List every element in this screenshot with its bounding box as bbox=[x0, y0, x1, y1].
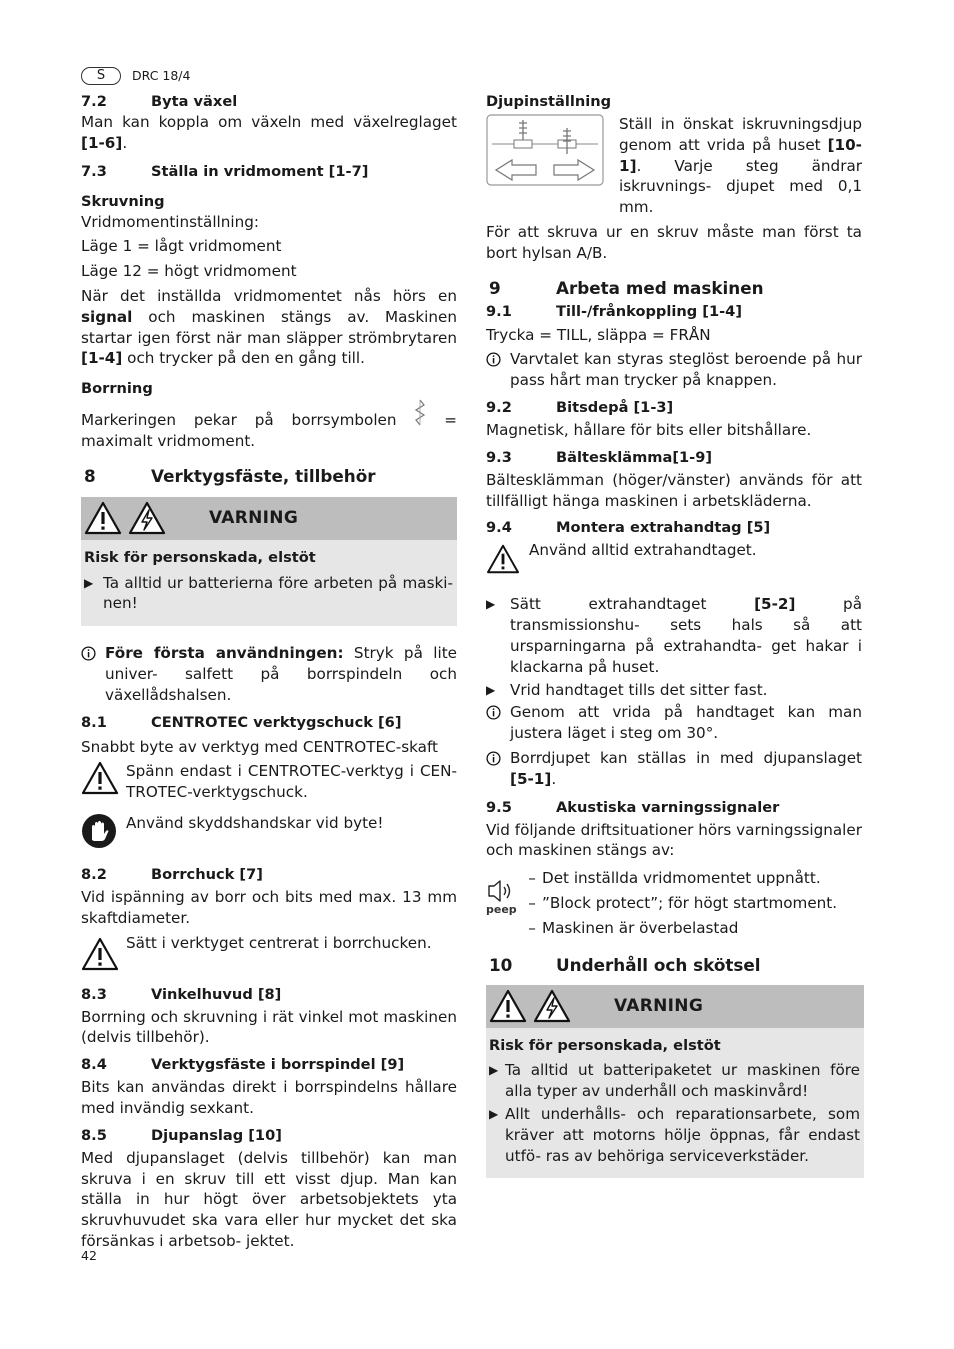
signal-item: – Det inställda vridmomentet uppnått. bbox=[528, 869, 821, 888]
warning-subtitle: Risk för personskada, elstöt bbox=[84, 548, 316, 566]
text-8-1: Snabbt byte av verktyg med CENTROTEC-skaft bbox=[81, 737, 438, 756]
caution-borrchuck: Sätt i verktyget centrerat i borrchucken. bbox=[81, 933, 457, 971]
peep-label: peep bbox=[486, 903, 517, 917]
text-8-4: Bits kan användas direkt i borrspindelns hållare med invändig sexkant. bbox=[81, 1078, 457, 1117]
heading-8: 8 Verktygsfäste, tillbehör bbox=[84, 465, 376, 486]
signal-item: – Maskinen är överbelastad bbox=[528, 918, 739, 937]
left-column bbox=[81, 92, 457, 1252]
model-name: DRC 18/4 bbox=[132, 68, 191, 83]
caution-triangle-icon bbox=[486, 540, 531, 592]
caution-triangle-icon bbox=[81, 933, 126, 971]
heading-10: 10 Underhåll och skötsel bbox=[489, 954, 761, 975]
warning-item: ▶ Ta alltid ur batterierna före arbeten på maski- nen! bbox=[84, 573, 453, 613]
heading-9-3: 9.3 Bältesklämma[1-9] bbox=[486, 448, 713, 466]
warning-item: ▶ Allt underhålls- och reparationsarbete, som kräver att motorns hölje öppnas, får endast utfö- ras av behöriga serviceverkstäder. bbox=[489, 1104, 860, 1165]
heading-8-5: 8.5 Djupanslag [10] bbox=[81, 1126, 282, 1144]
text-8-5: Med djupanslaget (delvis tillbehör) kan man skruva i en skruv till ett visst djup. Man kan ställa in hur högt över arbetsobjektets yta skruvhuvudet ska vara eller hur mycket det ska försänkas i arbetsob- jektet. bbox=[81, 1148, 457, 1250]
electric-shock-icon bbox=[533, 989, 571, 1023]
text-position-1: Läge 1 = lågt vridmoment bbox=[81, 237, 282, 256]
subheading-borrning: Borrning bbox=[81, 380, 153, 398]
warning-triangle-icon bbox=[84, 501, 122, 535]
warning-triangle-icon bbox=[489, 989, 527, 1023]
text-9-1: Trycka = TILL, släppa = FRÅN bbox=[486, 325, 711, 344]
page-header bbox=[81, 66, 190, 87]
speaker-icon bbox=[486, 878, 522, 938]
heading-8-4: 8.4 Verktygsfäste i borrspindel [9] bbox=[81, 1056, 405, 1074]
acoustic-signals bbox=[486, 869, 862, 938]
warning-item: ▶ Ta alltid ut batteripaketet ur maskinen före alla typer av underhåll och maskinvård! bbox=[489, 1061, 860, 1101]
warning-subtitle: Risk för personskada, elstöt bbox=[489, 1036, 721, 1054]
depth-setting-row bbox=[486, 114, 862, 218]
subheading-djupinstallning: Djupinställning bbox=[486, 93, 612, 110]
gloves-note: Använd skyddshandskar vid byte! bbox=[81, 813, 457, 849]
text-9-2: Magnetisk, hållare för bits eller bitshållare. bbox=[486, 420, 812, 439]
text-9-3: Bältesklämman (höger/vänster) används för att tillfälligt hänga maskinen i arbetskläderna. bbox=[486, 470, 862, 510]
step-attach-handle: ▶ Sätt extrahandtaget [5-2] på transmissionshu- sets hals så att ursparningarna på extrahandta- get hakar i klackarna på huset. bbox=[486, 595, 862, 676]
text-8-2: Vid ispänning av borr och bits med max. 13 mm skaftdiameter. bbox=[81, 887, 457, 927]
warning-title: VARNING bbox=[614, 995, 704, 1016]
heading-8-3: 8.3 Vinkelhuvud [8] bbox=[81, 985, 282, 1003]
info-icon bbox=[486, 748, 510, 790]
heading-8-2: 8.2 Borrchuck [7] bbox=[81, 865, 263, 883]
heading-9: 9 Arbeta med maskinen bbox=[489, 277, 764, 298]
text-signal: När det inställda vridmomentet nås hörs en signal och maskinen stängs av. Maskinen startar igen först när man släpper strömbrytaren [1-4] och trycker på den en gång till. bbox=[81, 286, 457, 368]
warning-box-10 bbox=[486, 985, 864, 1179]
warning-header bbox=[486, 985, 864, 1028]
heading-9-4: 9.4 Montera extrahandtag [5] bbox=[486, 519, 771, 537]
caution-extra-handle: Använd alltid extrahandtaget. bbox=[486, 540, 862, 592]
heading-7-2: 7.2 Byta växel bbox=[81, 93, 238, 110]
caution-centrotec: Spänn endast i CENTROTEC-verktyg i CEN- TROTEC-verktygschuck. bbox=[81, 761, 457, 803]
language-badge: S bbox=[81, 67, 121, 85]
text-8-3: Borrning och skruvning i rät vinkel mot maskinen (delvis tillbehör). bbox=[81, 1007, 457, 1047]
text-7-2: Man kan koppla om växeln med växelreglaget [1-6]. bbox=[81, 113, 457, 152]
warning-header bbox=[81, 497, 457, 540]
heading-9-2: 9.2 Bitsdepå [1-3] bbox=[486, 398, 674, 416]
text-9-5: Vid följande driftsituationer hörs varningssignaler och maskinen stängs av: bbox=[486, 820, 862, 860]
right-column bbox=[486, 92, 862, 1178]
step-tighten-handle: ▶ Vrid handtaget tills det sitter fast. bbox=[486, 680, 768, 699]
info-icon bbox=[81, 643, 105, 705]
text-position-12: Läge 12 = högt vridmoment bbox=[81, 262, 297, 281]
signal-item: – ”Block protect”; för högt startmoment. bbox=[528, 893, 838, 912]
info-icon bbox=[486, 702, 510, 744]
drill-symbol-icon bbox=[414, 399, 426, 427]
info-9-1: Varvtalet kan styras steglöst beroende på hur pass hårt man trycker på knappen. bbox=[486, 349, 862, 391]
heading-9-5: 9.5 Akustiska varningssignaler bbox=[486, 798, 780, 816]
caution-triangle-icon bbox=[81, 761, 126, 803]
warning-box-8 bbox=[81, 497, 457, 626]
subheading-skruvning: Skruvning bbox=[81, 192, 165, 210]
heading-9-1: 9.1 Till-/frånkoppling [1-4] bbox=[486, 302, 742, 320]
depth-setting-figure bbox=[486, 114, 619, 218]
text-remove-screw: För att skruva ur en skruv måste man först ta bort hylsan A/B. bbox=[486, 222, 862, 262]
text-torque-setting: Vridmomentinställning: bbox=[81, 212, 259, 231]
page-number: 42 bbox=[81, 1248, 97, 1263]
gloves-icon bbox=[81, 813, 126, 849]
text-borrning: Markeringen pekar på borrsymbolen = maximalt vridmoment. bbox=[81, 399, 457, 452]
info-first-use: Före första användningen: Stryk på lite univer- salfett på borrspindeln och växellådshalsen. bbox=[81, 643, 457, 705]
electric-shock-icon bbox=[128, 501, 166, 535]
heading-8-1: 8.1 CENTROTEC verktygschuck [6] bbox=[81, 713, 402, 731]
heading-7-3: 7.3 Ställa in vridmoment [1-7] bbox=[81, 162, 369, 180]
info-drill-depth: Borrdjupet kan ställas in med djupanslaget [5-1]. bbox=[486, 748, 862, 790]
info-handle-angle: Genom att vrida på handtaget kan man justera läget i steg om 30°. bbox=[486, 702, 862, 744]
info-icon bbox=[486, 349, 510, 391]
warning-title: VARNING bbox=[209, 507, 299, 528]
text-depth-setting: Ställ in önskat iskruvningsdjup genom att vrida på huset [10-1]. Varje steg ändrar iskruvnings- djupet med 0,1 mm. bbox=[619, 115, 862, 217]
